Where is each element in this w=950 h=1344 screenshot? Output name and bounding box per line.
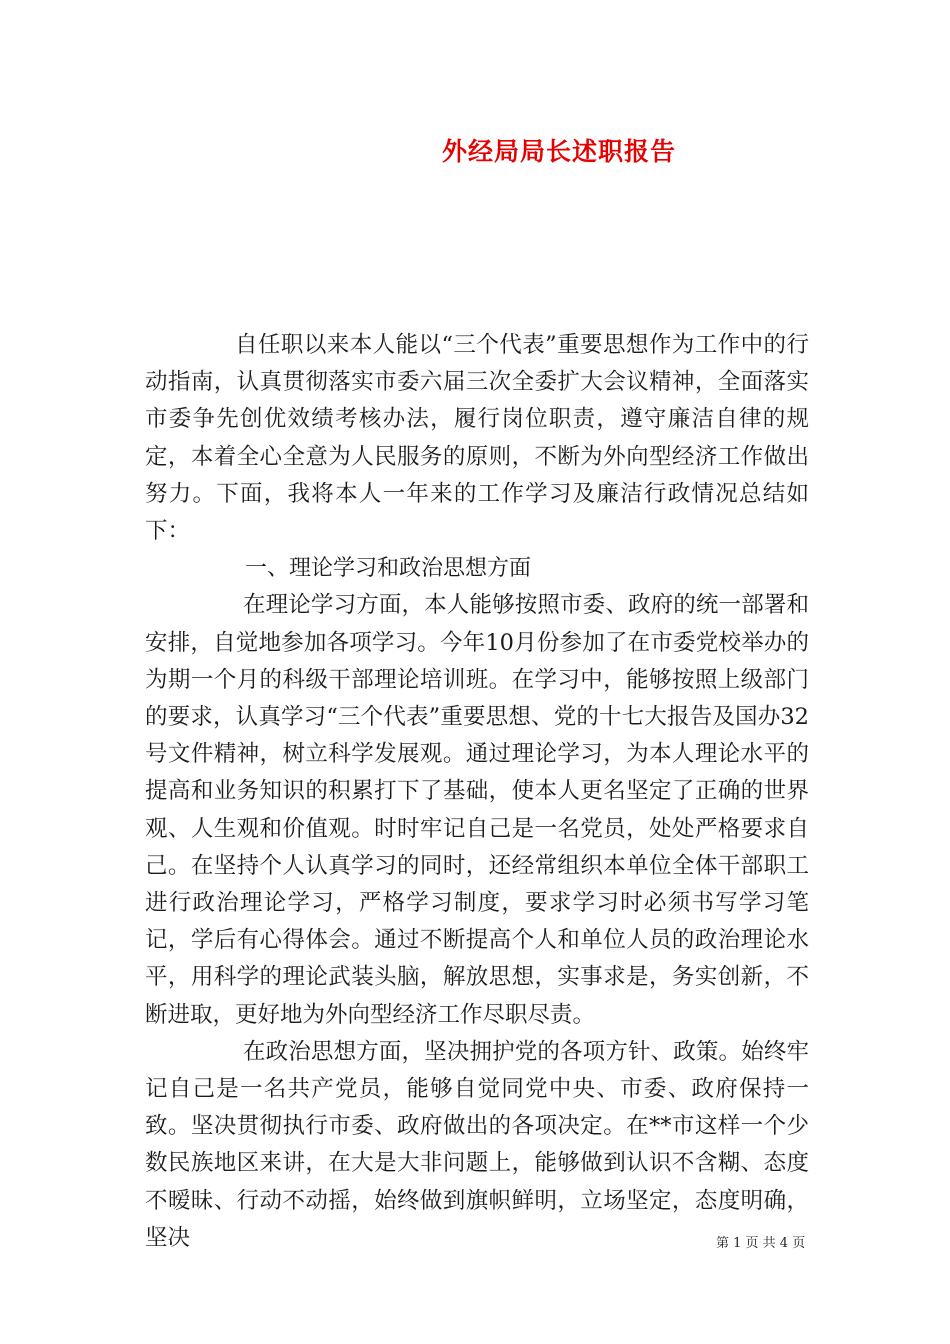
document-body [145,327,809,1257]
document-title: 外经局局长述职报告 [441,137,676,166]
paragraph-theory-study: 在理论学习方面，本人能够按照市委、政府的统一部署和安排，自觉地参加各项学习。今年10月份参加了在市委党校举办的为期一个月的科级干部理论培训班。在学习中，能够按照上级部门的要求，认真学习“三个代表”重要思想、党的十七大报告及国办32号文件精神，树立科学发展观。通过理论学习，为本人理论水平的提高和业务知识的积累打下了基础，使本人更名坚定了正确的世界观、人生观和价值观。时时牢记自己是一名党员，处处严格要求自己。在坚持个人认真学习的同时，还经常组织本单位全体干部职工进行政治理论学习，严格学习制度，要求学习时必须书写学习笔记，学后有心得体会。通过不断提高个人和单位人员的政治理论水平，用科学的理论武装头脑，解放思想，实事求是，务实创新，不断进取，更好地为外向型经济工作尽职尽责。 [145,592,809,1028]
page-number: 第 1 页 共 4 页 [716,1236,806,1251]
paragraph-intro: 自任职以来本人能以“三个代表”重要思想作为工作中的行动指南，认真贯彻落实市委六届三次全委扩大会议精神，全面落实市委争先创优效绩考核办法，履行岗位职责，遵守廉洁自律的规定，本着全心全意为人民服务的原则，不断为外向型经济工作做出努力。下面，我将本人一年来的工作学习及廉洁行政情况总结如下： [145,332,809,545]
section-heading: 一、理论学习和政治思想方面 [245,556,532,582]
paragraph-political-thought: 在政治思想方面，坚决拥护党的各项方针、政策。始终牢记自己是一名共产党员，能够自觉同党中央、市委、政府保持一致。坚决贯彻执行市委、政府做出的各项决定。在**市这样一个少数民族地区来讲，在大是大非问题上，能够做到认识不含糊、态度不暧昧、行动不动摇，始终做到旗帜鲜明，立场坚定，态度明确，坚决 [145,1038,809,1251]
